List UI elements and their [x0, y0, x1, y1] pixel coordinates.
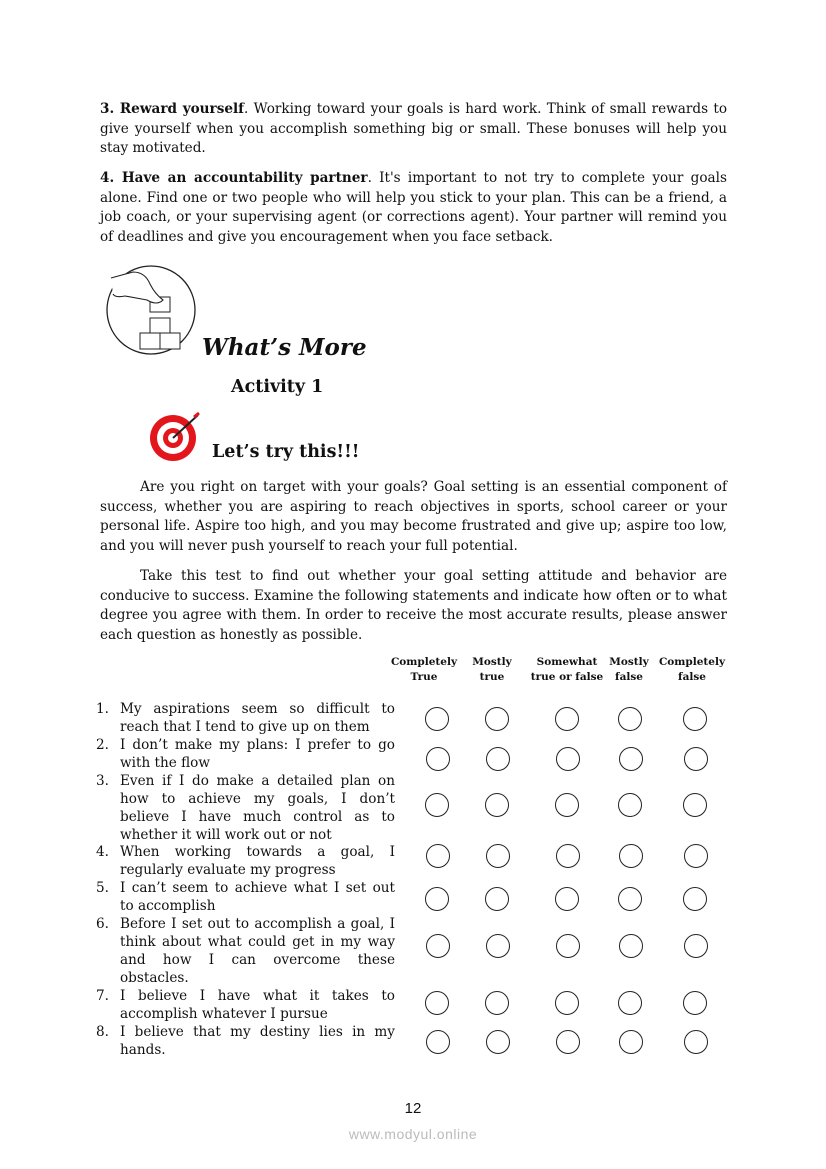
answer-radio-q7-option2[interactable] — [485, 991, 509, 1015]
answer-radio-q1-option1[interactable] — [425, 707, 449, 731]
tip-body: . Working toward your goals is hard work. Think of small rewards to give yourself when you accomplish something big or small. These bonuses will help you stay motivated. — [100, 101, 728, 156]
scale-label: Mostly — [472, 656, 512, 668]
answer-radio-q3-option5[interactable] — [683, 793, 707, 817]
scale-header-somewhat — [526, 655, 608, 685]
answer-radio-q4-option5[interactable] — [684, 844, 708, 868]
question-number: 7. — [96, 988, 109, 1004]
question-number: 8. — [96, 1024, 109, 1040]
scale-label: false — [615, 671, 643, 683]
answer-radio-q2-option4[interactable] — [619, 747, 643, 771]
answer-radio-q1-option2[interactable] — [485, 707, 509, 731]
answer-radio-q6-option2[interactable] — [486, 934, 510, 958]
answer-radio-q1-option3[interactable] — [555, 707, 579, 731]
stacking-blocks-icon — [105, 264, 197, 356]
scale-header-completely-true — [387, 655, 461, 685]
question-number: 4. — [96, 844, 109, 860]
scale-header-mostly-false — [605, 655, 653, 685]
answer-radio-q2-option1[interactable] — [426, 747, 450, 771]
question-text: When working towards a goal, I regularly evaluate my progress — [120, 844, 395, 878]
answer-radio-q4-option1[interactable] — [426, 844, 450, 868]
answer-radio-q5-option5[interactable] — [683, 887, 707, 911]
answer-radio-q7-option3[interactable] — [555, 991, 579, 1015]
tip-title: 4. Have an accountability partner — [100, 170, 368, 186]
question-number: 2. — [96, 737, 109, 753]
answer-radio-q5-option3[interactable] — [555, 887, 579, 911]
scale-label: Mostly — [609, 656, 649, 668]
question-text: I believe that my destiny lies in my hands. — [120, 1024, 395, 1058]
answer-radio-q5-option1[interactable] — [425, 887, 449, 911]
answer-radio-q7-option5[interactable] — [683, 991, 707, 1015]
answer-radio-q8-option1[interactable] — [426, 1030, 450, 1054]
answer-radio-q4-option2[interactable] — [486, 844, 510, 868]
question-text: I don’t make my plans: I prefer to go with the flow — [120, 737, 395, 771]
subtitle: Let’s try this!!! — [212, 442, 360, 462]
activity-title: Activity 1 — [231, 377, 324, 397]
answer-radio-q2-option3[interactable] — [556, 747, 580, 771]
question-number: 6. — [96, 916, 109, 932]
question-text: My aspirations seem so difficult to reach that I tend to give up on them — [120, 701, 395, 735]
question-text: I believe I have what it takes to accomplish whatever I pursue — [120, 988, 395, 1022]
answer-radio-q4-option3[interactable] — [556, 844, 580, 868]
answer-radio-q7-option1[interactable] — [425, 991, 449, 1015]
scale-header-mostly-true — [466, 655, 518, 685]
watermark: www.modyul.online — [348, 1126, 478, 1142]
tip-reward — [100, 100, 727, 159]
tip-body: . It's important to not try to complete your goals alone. Find one or two people who will help you stick to your plan. This can be a friend, a job coach, or your supervising agent (or corrections agent). Your partner will remind you of deadlines and give you encouragement when you face setback. — [100, 170, 727, 245]
question-number: 1. — [96, 701, 109, 717]
answer-radio-q2-option2[interactable] — [486, 747, 510, 771]
question-number: 5. — [96, 880, 109, 896]
answer-radio-q6-option5[interactable] — [684, 934, 708, 958]
answer-radio-q1-option4[interactable] — [618, 707, 642, 731]
target-icon — [149, 411, 201, 461]
question-text: I can’t seem to achieve what I set out to accomplish — [120, 880, 395, 914]
instructions-paragraph: Take this test to find out whether your goal setting attitude and behavior are conducive to success. Examine the following statements and indicate how often or to what degree you agree with them. In order to receive the most accurate results, please answer each question as honestly as possible. — [100, 568, 727, 643]
answer-radio-q4-option4[interactable] — [619, 844, 643, 868]
intro-paragraph: Are you right on target with your goals? Goal setting is an essential component of success, whether you are aspiring to reach objectives in sports, school career or your personal life. Aspire too high, and you may become frustrated and give up; aspire too low, and you will never push yourself to reach your full potential. — [100, 479, 727, 554]
section-title: What’s More — [202, 334, 367, 361]
scale-header-completely-false — [654, 655, 730, 685]
answer-radio-q8-option5[interactable] — [684, 1030, 708, 1054]
scale-label: True — [410, 671, 438, 683]
scale-label: true or false — [530, 671, 604, 683]
scale-label: true — [479, 671, 505, 683]
scale-label: false — [678, 671, 706, 683]
answer-radio-q1-option5[interactable] — [683, 707, 707, 731]
answer-radio-q6-option1[interactable] — [426, 934, 450, 958]
answer-radio-q7-option4[interactable] — [618, 991, 642, 1015]
question-text: Before I set out to accomplish a goal, I think about what could get in my way and how I can overcome these obstacles. — [120, 916, 395, 986]
tip-partner — [100, 169, 727, 247]
answer-radio-q2-option5[interactable] — [684, 747, 708, 771]
question-text: Even if I do make a detailed plan on how to achieve my goals, I don’t believe I have much control as to whether it will work out or not — [120, 773, 395, 843]
scale-label: Completely — [658, 656, 726, 668]
answer-radio-q8-option3[interactable] — [556, 1030, 580, 1054]
answer-radio-q3-option1[interactable] — [425, 793, 449, 817]
answer-radio-q5-option4[interactable] — [618, 887, 642, 911]
answer-radio-q5-option2[interactable] — [485, 887, 509, 911]
answer-radio-q8-option4[interactable] — [619, 1030, 643, 1054]
answer-radio-q3-option2[interactable] — [485, 793, 509, 817]
answer-radio-q6-option3[interactable] — [556, 934, 580, 958]
scale-label: Somewhat — [536, 656, 598, 668]
tip-title: 3. Reward yourself — [100, 101, 245, 117]
scale-label: Completely — [390, 656, 458, 668]
question-number: 3. — [96, 773, 109, 789]
answer-radio-q6-option4[interactable] — [619, 934, 643, 958]
answer-radio-q3-option3[interactable] — [555, 793, 579, 817]
page-number: 12 — [404, 1100, 422, 1117]
answer-radio-q3-option4[interactable] — [618, 793, 642, 817]
answer-radio-q8-option2[interactable] — [486, 1030, 510, 1054]
